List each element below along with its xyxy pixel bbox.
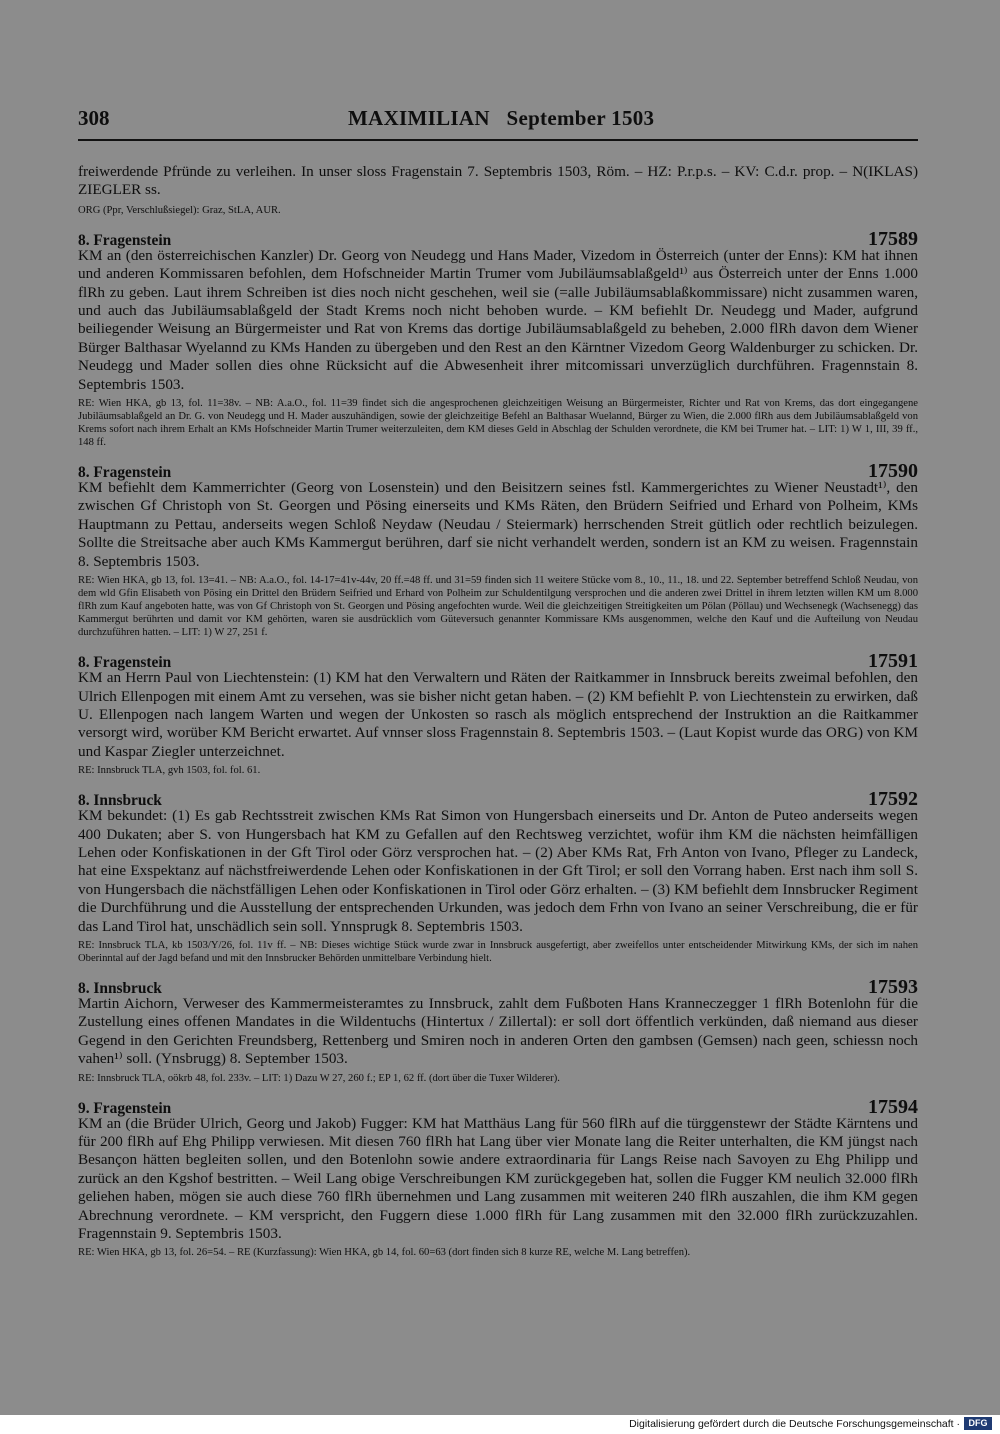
continued-entry [78,163,918,217]
page-number: 308 [78,106,110,130]
entry-17591 [78,650,918,777]
entry-17590 [78,460,918,639]
entry-heading [78,227,918,250]
entry-number: 17592 [868,788,918,811]
entry-place: 8. Innsbruck [78,979,162,997]
entry-heading [78,650,918,673]
entry-number: 17594 [868,1095,918,1118]
entry-heading [78,975,918,998]
entry-number: 17593 [868,975,918,998]
entry-note: RE: Innsbruck TLA, gvh 1503, fol. fol. 61. [78,765,261,777]
entry-number: 17590 [868,460,918,483]
entry-place: 8. Fragenstein [78,464,172,482]
entry-place: 9. Fragenstein [78,1099,172,1117]
dfg-logo: DFG [964,1417,992,1430]
funding-credit: Digitalisierung gefördert durch die Deutsche Forschungsgemeinschaft · [629,1418,960,1430]
entry-17589 [78,228,918,449]
running-header [78,106,918,141]
entry-text: KM bekundet: (1) Es gab Rechtsstreit zwischen KMs Rat Simon von Hungersbach einerseits und Dr. Anton de Puteo anderseits wegen 400 Dukaten; aber S. von Hungersbach hat KM zu Gefallen auf den Rechtsweg verzichtet, wofür ihm KM die nächsten heimfälligen Lehen oder Konfiskationen in der Gft Tirol oder Görz versprochen hat. – (2) Aber KMs Rat, Frh Anton von Ivano, Pfleger zu Landeck, hat eine Exspektanz auf nächstfreiwerdende Lehen oder Konfiskationen in der Gft Tirol; er soll den Vorrang haben. Erst nach ihm soll S. von Hungersbach die nächstfälligen Lehen oder Konfiskationen in Tirol oder Görz erhalten. – (3) KM befiehlt dem Innsbrucker Regiment die Durchführung und die Ausstellung der entsprechenden Urkunden, was jedoch dem Frhn von Ivano an seiner Verschreibung, die er für das Land Tirol hat, unschädlich sein soll. Ynnsprugk 8. Septembris 1503. [78,807,918,935]
entry-heading [78,460,918,483]
entry-17593 [78,976,918,1085]
entry-17592 [78,788,918,965]
entry-text: KM an (den österreichischen Kanzler) Dr. Georg von Neudegg und Hans Mader, Vizedom in Österreich (unter der Enns): KM hat ihnen und anderen Kommissaren befohlen, dem Hofschneider Martin Trumer vom Jubiläumsablaßgeld¹⁾ aus Österreich unter der Enns 1.000 flRh zu geben. Laut ihrem Schreiben ist dies noch nicht geschehen, weil sie (=alle Jubiläumsablaßkommissare) nicht zusammen waren, und auch das Jubiläumsablaßgeld der Stadt Krems noch nicht behoben wurde. – KM befiehlt Dr. Neudegg und Mader, aufgrund beiliegender Weisung an Bürgermeister und Rat von Krems das dortige Jubiläumsablaßgeld zu beheben, 2.000 flRh davon dem Wiener Bürger Balthasar Wyelannd zu KMs Handen zu übergeben und den Rest an den Kärntner Vizedom Georg Waldenburger zu schicken. Dr. Neudegg und Mader sollen dies ohne Rücksicht auf die Abwesenheit ihrer mitcomissari unverzüglich durchführen. Fragennstain 8. Septembris 1503. [78,246,918,393]
entry-note: ORG (Ppr, Verschlußsiegel): Graz, StLA, AUR. [78,204,281,216]
entry-text: KM befiehlt dem Kammerrichter (Georg von Losenstein) und den Beisitzern seines fstl. Kammergerichtes zu Wiener Neustadt¹⁾, den zwischen Gf Christoph von St. Georgen und Pösing einerseits und KMs Räten, den Brüdern Seifried und Erhard von Polheim, KMs Hauptmann zu Pettau, anderseits wegen Schloß Neydaw (Neudau / Steiermark) herrschenden Streit gütlich oder rechtlich beizulegen. Sollte die Streitsache aber auch KMs Kammergut berühren, darf sie nicht verhandelt werden, sondern ist an KM zu weisen. Fragennstain 8. Septembris 1503. [78,479,918,570]
entry-text: Martin Aichorn, Verweser des Kammermeisteramtes zu Innsbruck, zahlt dem Fußboten Hans Kranneczegger 1 flRh Botenlohn für die Zustellung eines offenen Mandates in die Wildentuchs (Hintertux / Zillertal): er soll dort öffentlich verkünden, daß niemand aus dieser Gegend in den Gerichten Freundsberg, Rettenberg und Smiren noch in anderen Orten den gambsen (Gemsen) nach geen, schiessn noch vahen¹⁾ soll. (Ynsbrugg) 8. September 1503. [78,994,918,1068]
entry-heading [78,788,918,811]
entry-heading [78,1095,918,1118]
digitization-footer [0,1415,1000,1434]
entry-text: KM an (die Brüder Ulrich, Georg und Jakob) Fugger: KM hat Matthäus Lang für 560 flRh auf die türggenstewr der Städte Kärntens und für 200 flRh auf Ehg Philipp verwiesen. Mit diesen 760 flRh hat Lang über vier Monate lang die Reiter unterhalten, die KM jüngst nach Besançon hätten begleiten sollen, und den Botenlohn sowie andere extraordinaria für Langs Reise nach Savoyen zu Ehg Philipp und zurück an den Kgshof bestritten. – Weil Lang obige Verschreibungen KM zurückgegeben hat, sollen die Fugger KM neulich 32.000 flRh geliehen haben, mögen sie auch diese 760 flRh übernehmen und Lang zusammen mit weiteren 240 flRh auszahlen, die ihm KM gegen Abrechnung verordnete. – KM verspricht, den Fuggern diese 1.000 flRh für Lang zusammen mit den 32.000 flRh zurückzuzahlen. Fragennstain 9. Septembris 1503. [78,1114,918,1243]
entry-note: RE: Wien HKA, gb 13, fol. 26=54. – RE (Kurzfassung): Wien HKA, gb 14, fol. 60=63 (dort finden sich 8 kurze RE, welche M. Lang betreffen). [78,1247,691,1259]
entry-text: freiwerdende Pfründe zu verleihen. In unser sloss Fragenstain 7. Septembris 1503, Röm. – HZ: P.r.p.s. – KV: C.d.r. prop. – N(IKLAS) ZIEGLER ss. [78,163,918,199]
entry-number: 17591 [868,650,918,673]
document-page [78,106,918,1259]
entry-note: RE: Innsbruck TLA, oökrb 48, fol. 233v. – LIT: 1) Dazu W 27, 260 f.; EP 1, 62 ff. (dort über die Tuxer Wilderer). [78,1072,560,1084]
entry-17594 [78,1096,918,1260]
entry-note: RE: Wien HKA, gb 13, fol. 13=41. – NB: A.a.O., fol. 14-17=41v-44v, 20 ff.=48 ff. und 31=59 finden sich 11 weitere Stücke vom 8., 10., 11., 18. und 22. September betreffend Schloß Neudau, von dem wld Gfin Elisabeth von Pösing ein Drittel den Brüdern Seifried und Erhard von Polheim zur Schuldentilgung versprochen und die anderen zwei Drittel in ihrem letzten willen KM um 8.000 flRh zum Kauf angeboten hatte, was von Gf Christoph von St. Georgen und Pösing angefochten wurde. Weil die gleichzeitigen Streitigkeiten um Pölan (Pöllau) und Wechsenegk (Wachsenegg) das Kammergut berührten und damit vor KM gehörten, waren sie ausdrücklich vom Güteversuch genannter Kommissare KMs ausgenommen, welche den Kauf und die Aufteilung von Neudau durchzuführen hatten. – LIT: 1) W 27, 251 f. [78,575,918,639]
entry-number: 17589 [868,227,918,250]
entry-note: RE: Innsbruck TLA, kb 1503/Y/26, fol. 11v ff. – NB: Dieses wichtige Stück wurde zwar in Innsbruck ausgefertigt, aber zweifellos unter entscheidender Mitwirkung KMs, der sich im nahen Oberinntal auf der Jagd befand und mit den Innsbrucker Behörden unmittelbare Verbindung hielt. [78,939,918,964]
entry-place: 8. Innsbruck [78,792,162,810]
entry-text: KM an Herrn Paul von Liechtenstein: (1) KM hat den Verwaltern und Räten der Raitkammer in Innsbruck bereits zweimal befohlen, den Ulrich Ellenpogen mit einem Amt zu versehen, was sie bisher nicht getan haben. – (2) KM befiehlt P. von Liechtenstein zu erwirken, daß U. Ellenpogen nach langem Warten und wegen der Unkosten so rasch als möglich entsprechend der Instruktion an die Raitkammer versorgt wird, worüber KM Bericht erwartet. Auf vnnser sloss Fragennstain 8. Septembris 1503. – (Laut Kopist wurde das ORG) von KM und Kaspar Ziegler unterzeichnet. [78,669,918,760]
entry-place: 8. Fragenstein [78,654,172,672]
entry-place: 8. Fragenstein [78,231,172,249]
entry-note: RE: Wien HKA, gb 13, fol. 11=38v. – NB: A.a.O., fol. 11=39 findet sich die angesprochenen gleichzeitigen Weisung an Bürgermeister, Richter und Rat von Krems, das dort eingegangene Jubiläumsablaßgeld an Dr. G. von Neudegg und H. Mader auszuhändigen, sowie der gleichzeitige Befehl an Balthasar Wuelannd, Bürger zu Wien, die 2.000 flRh aus dem Jubiläumsablaßgeld von Krems sofort nach ihrem Erhalt an KMs Hofschneider Martin Trumer weiterzuleiten, dem KM dieses Geld in Abschlag der Schulden verordnete, die KM bei Trumer hat. – LIT: 1) W 1, III, 39 ff., 148 ff. [78,398,918,449]
running-title: MAXIMILIAN September 1503 [348,106,655,130]
